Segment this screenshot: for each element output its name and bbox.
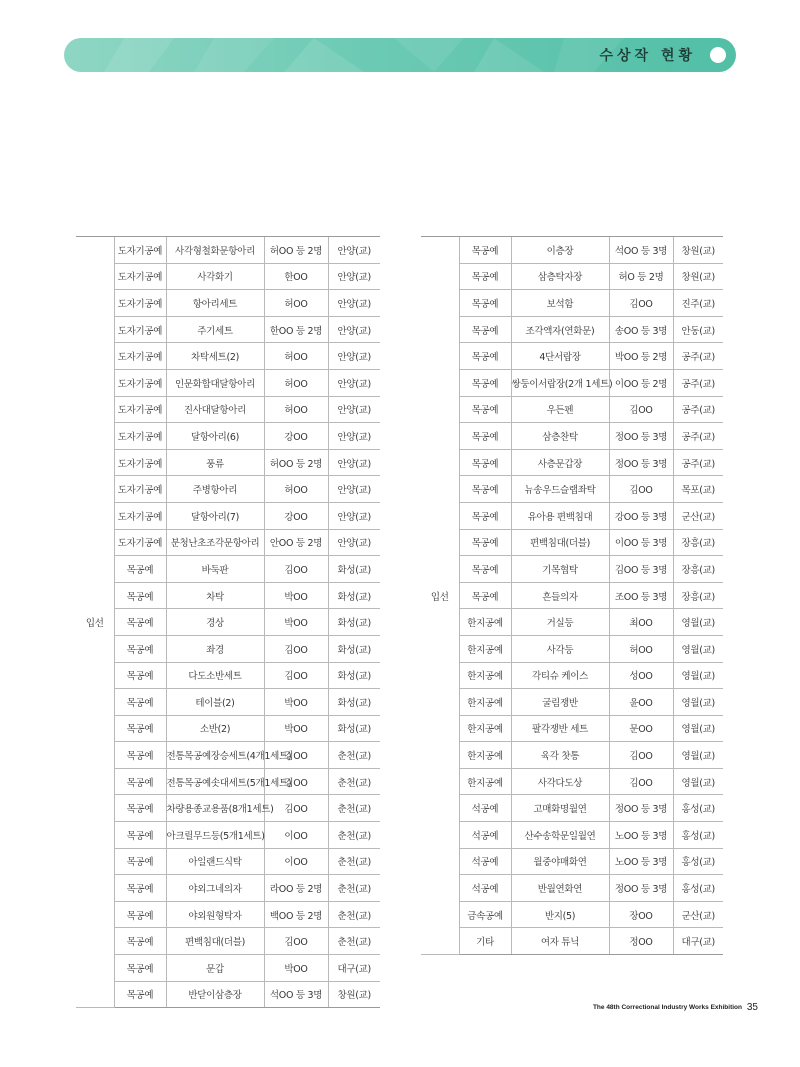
category-cell: 목공예 <box>114 742 166 769</box>
work-title-cell: 사층문갑장 <box>511 449 609 476</box>
institution-cell: 안양(교) <box>328 316 380 343</box>
artist-cell: 허OO <box>264 476 328 503</box>
work-title-cell: 진사대달항아리 <box>166 396 264 423</box>
table-row <box>76 768 380 795</box>
institution-cell: 공주(교) <box>673 449 723 476</box>
page-number: 35 <box>746 1002 758 1013</box>
institution-cell: 춘천(교) <box>328 875 380 902</box>
artist-cell: 강OO <box>264 423 328 450</box>
work-title-cell: 편백침대(더블) <box>511 529 609 556</box>
institution-cell: 창원(교) <box>328 981 380 1008</box>
table-row <box>76 316 380 343</box>
institution-cell: 안양(교) <box>328 263 380 290</box>
institution-cell: 춘천(교) <box>328 768 380 795</box>
table-row <box>421 396 723 423</box>
artist-cell: 라OO 등 2명 <box>264 875 328 902</box>
artist-cell: 정OO 등 3명 <box>609 875 673 902</box>
category-cell: 목공예 <box>459 502 511 529</box>
category-cell: 도자기공예 <box>114 396 166 423</box>
category-cell: 한지공예 <box>459 609 511 636</box>
category-cell: 도자기공예 <box>114 502 166 529</box>
work-title-cell: 여자 튜닉 <box>511 928 609 955</box>
artist-cell: 이OO 등 2명 <box>609 369 673 396</box>
category-cell: 목공예 <box>114 875 166 902</box>
table-row <box>421 928 723 955</box>
artist-cell: 허O 등 2명 <box>609 263 673 290</box>
artist-cell: 김OO <box>264 795 328 822</box>
institution-cell: 화성(교) <box>328 662 380 689</box>
table-row <box>421 423 723 450</box>
artist-cell: 정OO 등 3명 <box>609 449 673 476</box>
artist-cell: 허OO 등 2명 <box>264 449 328 476</box>
category-cell: 한지공예 <box>459 742 511 769</box>
table-row <box>421 715 723 742</box>
institution-cell: 장흥(교) <box>673 529 723 556</box>
work-title-cell: 삼층찬탁 <box>511 423 609 450</box>
category-cell: 목공예 <box>459 449 511 476</box>
work-title-cell: 주병항아리 <box>166 476 264 503</box>
institution-cell: 홍성(교) <box>673 822 723 849</box>
category-cell: 한지공예 <box>459 715 511 742</box>
table-row <box>421 635 723 662</box>
work-title-cell: 사각등 <box>511 635 609 662</box>
category-cell: 한지공예 <box>459 662 511 689</box>
artist-cell: 김OO <box>264 662 328 689</box>
artist-cell: 최OO <box>609 609 673 636</box>
work-title-cell: 보석함 <box>511 290 609 317</box>
grade-cell: 입선 <box>76 237 114 1008</box>
institution-cell: 안양(교) <box>328 423 380 450</box>
work-title-cell: 월중야매화연 <box>511 848 609 875</box>
work-title-cell: 분청난초조각문항아리 <box>166 529 264 556</box>
awards-table-right <box>421 236 723 955</box>
work-title-cell: 야외그네의자 <box>166 875 264 902</box>
institution-cell: 화성(교) <box>328 609 380 636</box>
work-title-cell: 바둑판 <box>166 556 264 583</box>
work-title-cell: 사각화기 <box>166 263 264 290</box>
artist-cell: 박OO <box>264 715 328 742</box>
table-row <box>421 609 723 636</box>
table-row <box>76 556 380 583</box>
work-title-cell: 산수송학문일월연 <box>511 822 609 849</box>
institution-cell: 창원(교) <box>673 237 723 264</box>
table-row <box>76 609 380 636</box>
institution-cell: 대구(교) <box>328 955 380 982</box>
table-row <box>76 848 380 875</box>
table-row <box>421 343 723 370</box>
work-title-cell: 조각액자(연화문) <box>511 316 609 343</box>
table-row <box>76 449 380 476</box>
category-cell: 목공예 <box>459 423 511 450</box>
category-cell: 목공예 <box>459 396 511 423</box>
work-title-cell: 풍류 <box>166 449 264 476</box>
category-cell: 도자기공예 <box>114 290 166 317</box>
category-cell: 도자기공예 <box>114 343 166 370</box>
work-title-cell: 전통목공예솟대세트(5개1세트) <box>166 768 264 795</box>
category-cell: 목공예 <box>114 981 166 1008</box>
artist-cell: 허OO 등 2명 <box>264 237 328 264</box>
category-cell: 석공예 <box>459 848 511 875</box>
artist-cell: 박OO <box>264 582 328 609</box>
artist-cell: 송OO 등 3명 <box>609 316 673 343</box>
work-title-cell: 테이블(2) <box>166 689 264 716</box>
work-title-cell: 차탁 <box>166 582 264 609</box>
work-title-cell: 반월연화연 <box>511 875 609 902</box>
artist-cell: 문OO <box>609 715 673 742</box>
category-cell: 목공예 <box>459 556 511 583</box>
institution-cell: 안양(교) <box>328 449 380 476</box>
artist-cell: 박OO 등 2명 <box>609 343 673 370</box>
table-row <box>76 396 380 423</box>
institution-cell: 영월(교) <box>673 689 723 716</box>
work-title-cell: 야외원형탁자 <box>166 901 264 928</box>
institution-cell: 목포(교) <box>673 476 723 503</box>
institution-cell: 안양(교) <box>328 502 380 529</box>
institution-cell: 홍성(교) <box>673 875 723 902</box>
institution-cell: 화성(교) <box>328 635 380 662</box>
artist-cell: 김OO <box>264 635 328 662</box>
artist-cell: 강OO 등 3명 <box>609 502 673 529</box>
work-title-cell: 문갑 <box>166 955 264 982</box>
category-cell: 석공예 <box>459 822 511 849</box>
artist-cell: 이OO 등 3명 <box>609 529 673 556</box>
table-row <box>421 449 723 476</box>
institution-cell: 군산(교) <box>673 502 723 529</box>
table-row <box>421 369 723 396</box>
table-row <box>76 476 380 503</box>
institution-cell: 영월(교) <box>673 635 723 662</box>
work-title-cell: 편백침대(더블) <box>166 928 264 955</box>
category-cell: 도자기공예 <box>114 529 166 556</box>
institution-cell: 공주(교) <box>673 396 723 423</box>
work-title-cell: 반닫이삼층장 <box>166 981 264 1008</box>
artist-cell: 한OO <box>264 263 328 290</box>
artist-cell: 허OO <box>264 343 328 370</box>
institution-cell: 대구(교) <box>673 928 723 955</box>
institution-cell: 안양(교) <box>328 290 380 317</box>
work-title-cell: 거실등 <box>511 609 609 636</box>
category-cell: 도자기공예 <box>114 263 166 290</box>
artist-cell: 김OO <box>264 742 328 769</box>
category-cell: 도자기공예 <box>114 423 166 450</box>
table-row <box>421 768 723 795</box>
institution-cell: 안양(교) <box>328 343 380 370</box>
work-title-cell: 팔각쟁반 세트 <box>511 715 609 742</box>
table-row <box>421 502 723 529</box>
institution-cell: 공주(교) <box>673 343 723 370</box>
table-row <box>421 476 723 503</box>
work-title-cell: 고매화명월연 <box>511 795 609 822</box>
category-cell: 목공예 <box>114 822 166 849</box>
work-title-cell: 쌍둥이서랍장(2개 1세트) <box>511 369 609 396</box>
category-cell: 목공예 <box>459 237 511 264</box>
artist-cell: 허OO <box>264 396 328 423</box>
category-cell: 도자기공예 <box>114 316 166 343</box>
artist-cell: 석OO 등 3명 <box>264 981 328 1008</box>
table-row <box>76 635 380 662</box>
table-row <box>76 662 380 689</box>
category-cell: 도자기공예 <box>114 476 166 503</box>
category-cell: 목공예 <box>459 476 511 503</box>
table-row <box>76 901 380 928</box>
work-title-cell: 사각다도상 <box>511 768 609 795</box>
institution-cell: 춘천(교) <box>328 822 380 849</box>
table-row <box>76 689 380 716</box>
work-title-cell: 각티슈 케이스 <box>511 662 609 689</box>
artist-cell: 정OO 등 3명 <box>609 423 673 450</box>
institution-cell: 춘천(교) <box>328 901 380 928</box>
table-row <box>76 290 380 317</box>
table-row <box>76 263 380 290</box>
table-row <box>76 423 380 450</box>
artist-cell: 김OO 등 3명 <box>609 556 673 583</box>
work-title-cell: 좌경 <box>166 635 264 662</box>
institution-cell: 안양(교) <box>328 237 380 264</box>
table-row <box>76 237 380 264</box>
category-cell: 목공예 <box>114 635 166 662</box>
institution-cell: 홍성(교) <box>673 848 723 875</box>
table-row <box>421 529 723 556</box>
category-cell: 기타 <box>459 928 511 955</box>
category-cell: 목공예 <box>459 582 511 609</box>
table-row <box>76 369 380 396</box>
work-title-cell: 4단서랍장 <box>511 343 609 370</box>
table-row <box>76 928 380 955</box>
work-title-cell: 항아리세트 <box>166 290 264 317</box>
work-title-cell: 차량용종교용품(8개1세트) <box>166 795 264 822</box>
page-title: 수상작 현황 <box>599 48 696 64</box>
category-cell: 목공예 <box>459 369 511 396</box>
work-title-cell: 주기세트 <box>166 316 264 343</box>
work-title-cell: 사각형철화문항아리 <box>166 237 264 264</box>
institution-cell: 영월(교) <box>673 609 723 636</box>
artist-cell: 허OO <box>264 369 328 396</box>
category-cell: 목공예 <box>114 928 166 955</box>
artist-cell: 박OO <box>264 955 328 982</box>
artist-cell: 정OO 등 3명 <box>609 795 673 822</box>
work-title-cell: 이층장 <box>511 237 609 264</box>
table-row <box>421 316 723 343</box>
category-cell: 한지공예 <box>459 768 511 795</box>
table-row <box>76 502 380 529</box>
category-cell: 목공예 <box>114 556 166 583</box>
category-cell: 목공예 <box>114 689 166 716</box>
artist-cell: 김OO <box>609 768 673 795</box>
artist-cell: 김OO <box>264 928 328 955</box>
category-cell: 도자기공예 <box>114 449 166 476</box>
work-title-cell: 아일랜드식탁 <box>166 848 264 875</box>
category-cell: 목공예 <box>459 529 511 556</box>
table-row <box>421 822 723 849</box>
institution-cell: 공주(교) <box>673 369 723 396</box>
institution-cell: 안양(교) <box>328 396 380 423</box>
work-title-cell: 경상 <box>166 609 264 636</box>
exhibition-name: The 48th Correctional Industry Works Exhibition <box>592 1004 742 1011</box>
institution-cell: 진주(교) <box>673 290 723 317</box>
category-cell: 목공예 <box>114 768 166 795</box>
table-row <box>421 795 723 822</box>
artist-cell: 김OO <box>609 396 673 423</box>
artist-cell: 김OO <box>609 742 673 769</box>
institution-cell: 영월(교) <box>673 742 723 769</box>
awards-table-left <box>76 236 380 1008</box>
work-title-cell: 다도소반세트 <box>166 662 264 689</box>
work-title-cell: 소반(2) <box>166 715 264 742</box>
category-cell: 석공예 <box>459 795 511 822</box>
work-title-cell: 인문화합대달항아리 <box>166 369 264 396</box>
institution-cell: 화성(교) <box>328 582 380 609</box>
table-row <box>421 582 723 609</box>
institution-cell: 화성(교) <box>328 715 380 742</box>
table-row <box>421 875 723 902</box>
table-row <box>76 822 380 849</box>
table-row <box>76 715 380 742</box>
work-title-cell: 삼층탁자장 <box>511 263 609 290</box>
work-title-cell: 달항아리(6) <box>166 423 264 450</box>
institution-cell: 창원(교) <box>673 263 723 290</box>
category-cell: 금속공예 <box>459 901 511 928</box>
institution-cell: 춘천(교) <box>328 795 380 822</box>
table-row <box>76 955 380 982</box>
institution-cell: 춘천(교) <box>328 742 380 769</box>
artist-cell: 허OO <box>609 635 673 662</box>
work-title-cell: 달항아리(7) <box>166 502 264 529</box>
artist-cell: 김OO <box>609 290 673 317</box>
artist-cell: 조OO 등 3명 <box>609 582 673 609</box>
artist-cell: 김OO <box>264 556 328 583</box>
work-title-cell: 차탁세트(2) <box>166 343 264 370</box>
work-title-cell: 흔들의자 <box>511 582 609 609</box>
category-cell: 도자기공예 <box>114 369 166 396</box>
institution-cell: 홍성(교) <box>673 795 723 822</box>
table-row <box>421 901 723 928</box>
category-cell: 한지공예 <box>459 635 511 662</box>
institution-cell: 장흥(교) <box>673 556 723 583</box>
table-row <box>421 263 723 290</box>
institution-cell: 영월(교) <box>673 715 723 742</box>
category-cell: 목공예 <box>114 848 166 875</box>
table-row <box>421 742 723 769</box>
category-cell: 목공예 <box>114 609 166 636</box>
circle-icon <box>710 47 726 63</box>
artist-cell: 한OO 등 2명 <box>264 316 328 343</box>
table-row <box>76 343 380 370</box>
work-title-cell: 반지(5) <box>511 901 609 928</box>
table-row <box>421 556 723 583</box>
category-cell: 도자기공예 <box>114 237 166 264</box>
work-title-cell: 전통목공예장승세트(4개1세트) <box>166 742 264 769</box>
table-row <box>76 981 380 1008</box>
table-row <box>421 662 723 689</box>
category-cell: 한지공예 <box>459 689 511 716</box>
category-cell: 목공예 <box>459 343 511 370</box>
table-row <box>76 582 380 609</box>
institution-cell: 안양(교) <box>328 476 380 503</box>
category-cell: 목공예 <box>114 582 166 609</box>
work-title-cell: 아크릴무드등(5개1세트) <box>166 822 264 849</box>
artist-cell: 허OO <box>264 290 328 317</box>
institution-cell: 군산(교) <box>673 901 723 928</box>
artist-cell: 김OO <box>264 768 328 795</box>
table-row <box>76 875 380 902</box>
artist-cell: 정OO <box>609 928 673 955</box>
table-row <box>76 529 380 556</box>
artist-cell: 안OO 등 2명 <box>264 529 328 556</box>
artist-cell: 박OO <box>264 609 328 636</box>
institution-cell: 춘천(교) <box>328 928 380 955</box>
artist-cell: 이OO <box>264 822 328 849</box>
artist-cell: 장OO <box>609 901 673 928</box>
section-banner <box>64 38 736 72</box>
artist-cell: 강OO <box>264 502 328 529</box>
work-title-cell: 육각 찻통 <box>511 742 609 769</box>
artist-cell: 석OO 등 3명 <box>609 237 673 264</box>
institution-cell: 춘천(교) <box>328 848 380 875</box>
institution-cell: 안동(교) <box>673 316 723 343</box>
artist-cell: 노OO 등 3명 <box>609 848 673 875</box>
institution-cell: 화성(교) <box>328 689 380 716</box>
table-row <box>76 742 380 769</box>
table-row <box>421 689 723 716</box>
category-cell: 목공예 <box>114 715 166 742</box>
institution-cell: 공주(교) <box>673 423 723 450</box>
artist-cell: 성OO <box>609 662 673 689</box>
institution-cell: 장흥(교) <box>673 582 723 609</box>
artist-cell: 이OO <box>264 848 328 875</box>
artist-cell: 김OO <box>609 476 673 503</box>
institution-cell: 안양(교) <box>328 369 380 396</box>
category-cell: 목공예 <box>114 795 166 822</box>
institution-cell: 화성(교) <box>328 556 380 583</box>
work-title-cell: 우든펜 <box>511 396 609 423</box>
table-row <box>76 795 380 822</box>
institution-cell: 영월(교) <box>673 768 723 795</box>
category-cell: 목공예 <box>114 901 166 928</box>
work-title-cell: 뉴송우드슬랩좌탁 <box>511 476 609 503</box>
table-row <box>421 237 723 264</box>
artist-cell: 윤OO <box>609 689 673 716</box>
category-cell: 목공예 <box>459 263 511 290</box>
institution-cell: 안양(교) <box>328 529 380 556</box>
category-cell: 목공예 <box>114 662 166 689</box>
grade-cell: 입선 <box>421 237 459 955</box>
work-title-cell: 굴림쟁반 <box>511 689 609 716</box>
table-row <box>421 848 723 875</box>
category-cell: 목공예 <box>114 955 166 982</box>
institution-cell: 영월(교) <box>673 662 723 689</box>
category-cell: 목공예 <box>459 316 511 343</box>
work-title-cell: 유아용 편백침대 <box>511 502 609 529</box>
artist-cell: 박OO <box>264 689 328 716</box>
category-cell: 석공예 <box>459 875 511 902</box>
table-row <box>421 290 723 317</box>
artist-cell: 백OO 등 2명 <box>264 901 328 928</box>
artist-cell: 노OO 등 3명 <box>609 822 673 849</box>
work-title-cell: 기목협탁 <box>511 556 609 583</box>
category-cell: 목공예 <box>459 290 511 317</box>
